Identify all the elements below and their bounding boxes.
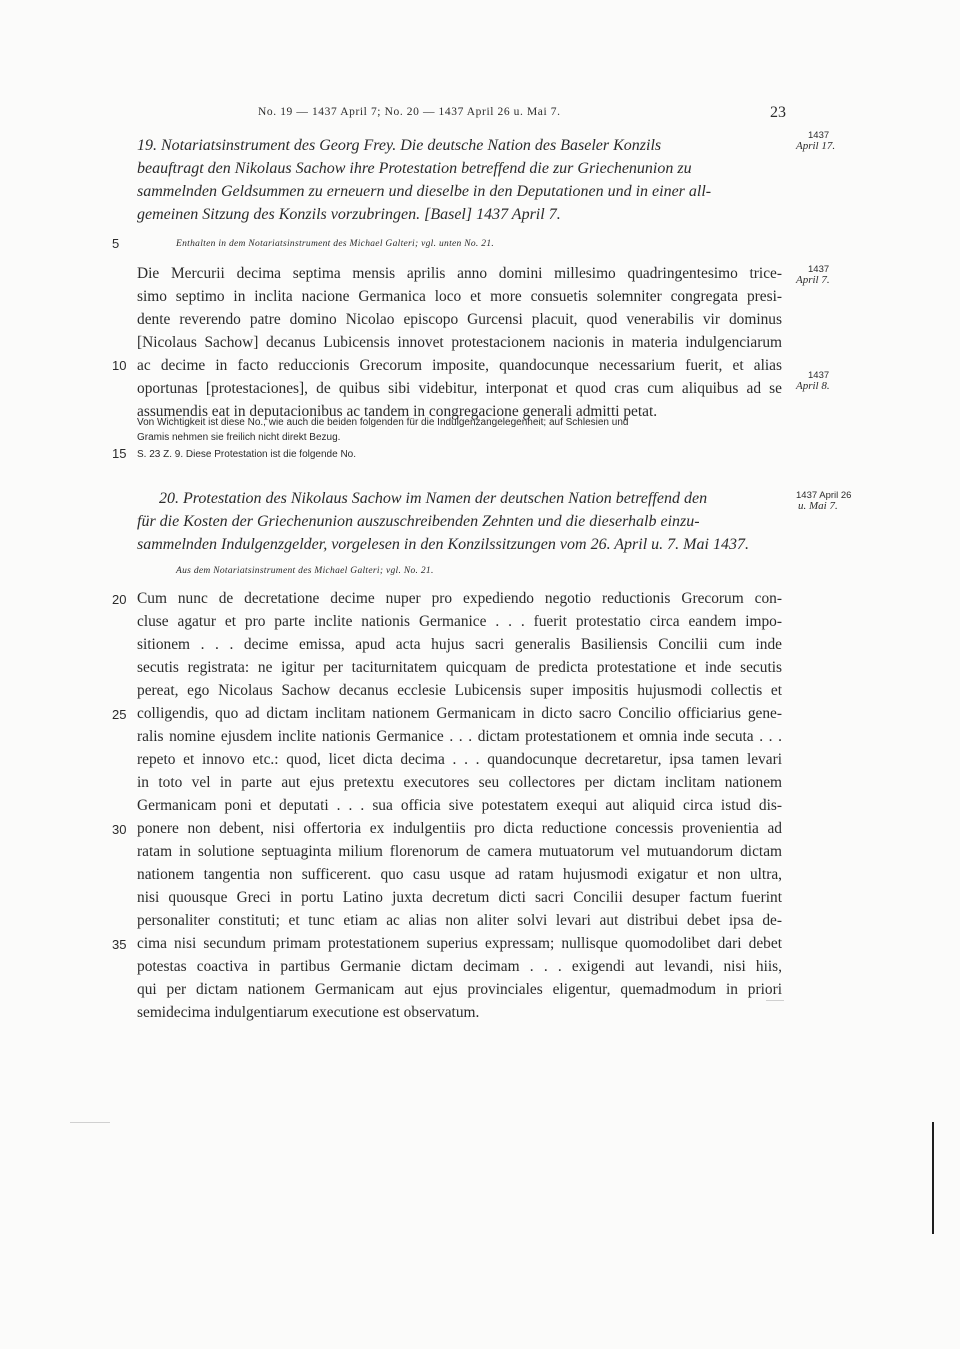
doc20-body-line: pereat, ego Nicolaus Sachow decanus ecclesie Lubicensis super impositis hujusmodi collectis et <box>137 682 782 699</box>
running-title: No. 19 — 1437 April 7; No. 20 — 1437 April 26 u. Mai 7. <box>258 106 561 118</box>
doc20-title-line: sammelnden Indulgenzgelder, vorgelesen in den Konzilssitzungen vom 26. April u. 7. Mai 1437. <box>137 536 749 553</box>
line-number: 5 <box>112 236 120 251</box>
doc20-body-line: Germanicam poni et deputati . . . sua officia sive potestatem exequi aut aliquid circa istud dis- <box>137 797 782 814</box>
doc20-body-line: secutis registrata: ne igitur per taciturnitatem quicquam de predicta protestatione et inde secutis <box>137 659 782 676</box>
doc20-body-line: ponere non debent, nisi offertoria ex indulgentiis pro dicta reductione concessis provenientia ad <box>137 820 782 837</box>
doc19-body-line: Die Mercurii decima septima mensis aprilis anno domini millesimo quadringentesimo trice- <box>137 265 782 282</box>
doc20-body-line: repeto et innovo etc.: quod, licet dicta decima . . . quandocunque decretaretur, ipsa tamen levari <box>137 751 782 768</box>
line-number: 10 <box>112 358 127 373</box>
margin-year: 1437 <box>808 370 830 381</box>
doc19-body-line: [Nicolaus Sachow] decanus Lubicensis innovet protestacionem nacionis in materia indulgenciarum <box>137 334 782 351</box>
margin-day: April 7. <box>796 274 830 286</box>
doc20-body-line: qui per dictam nationem Germanicam aut ejus provinciales eligentur, quemadmodum in priori <box>137 981 782 998</box>
doc19-body-line: ac decime in facto reduccionis Grecorum imposite, quandocunque necessarium fuerit, et alias <box>137 357 782 374</box>
line-number: 15 <box>112 446 127 461</box>
doc20-title-line: 20. Protestation des Nikolaus Sachow im Namen der deutschen Nation betreffend den <box>159 490 708 507</box>
margin-year: 1437 April 26 <box>796 490 852 501</box>
doc20-source-note: Aus dem Notariatsinstrument des Michael Galteri; vgl. No. 21. <box>176 566 434 576</box>
doc20-margin-date <box>796 490 851 512</box>
scan-mark <box>70 1122 110 1123</box>
doc20-body-line: cluse agatur et pro parte inclite nationis Germanice . . . fuerit protestatio circa eandem impo- <box>137 613 782 630</box>
doc20-title-line: für die Kosten der Griechenunion auszuschreibenden Zehnten und die dieserhalb einzu- <box>137 513 700 530</box>
doc20-body-line: ralis nomine ejusdem inclite nationis Germanice . . . dictam protestationem et omnia inde secuta . . . <box>137 728 782 745</box>
line-number: 20 <box>112 592 127 607</box>
footnote-line: Gramis nehmen sie freilich nicht direkt Bezug. <box>137 432 341 443</box>
doc20-body-line: Cum nunc de decretatione decime nuper pro expediendo negotio reductionis Grecorum con- <box>137 590 782 607</box>
doc19-margin-date-2 <box>796 264 830 286</box>
margin-year: 1437 <box>808 264 830 275</box>
doc20-body-line: semidecima indulgentiarum executione est observatum. <box>137 1004 480 1021</box>
doc20-body-line: colligendis, quo ad dictam inclitam nationem Germanicam in dicto sacro Concilio officiarius gene- <box>137 705 782 722</box>
doc19-body-line: oportunas [protestaciones], de quibus sibi videbitur, interponat et quod cras cum aliquibus ad se <box>137 380 782 397</box>
margin-year: 1437 <box>808 130 830 141</box>
doc20-body-line: nationem tangentia non sufficerent. quo casu usque ad ratam hujusmodi exigatur et non ultra, <box>137 866 782 883</box>
doc19-title-line: 19. Notariatsinstrument des Georg Frey. Die deutsche Nation des Baseler Konzils <box>137 137 662 154</box>
doc19-margin-date-3 <box>796 370 830 392</box>
doc19-title-line: sammelnden Geldsummen zu erneuern und dieselbe in den Deputationen und in einer all- <box>137 183 712 200</box>
line-number: 25 <box>112 707 127 722</box>
doc19-title <box>137 134 789 226</box>
page-number: 23 <box>770 104 786 121</box>
doc19-title-line: beauftragt den Nikolaus Sachow ihre Protestation betreffend die zur Griechenunion zu <box>137 160 692 177</box>
margin-day: u. Mai 7. <box>798 500 838 512</box>
line-number: 30 <box>112 822 127 837</box>
margin-day: April 8. <box>796 380 830 392</box>
doc19-source-note: Enthalten in dem Notariatsinstrument des Michael Galteri; vgl. unten No. 21. <box>176 239 495 249</box>
doc20-body-line: nisi quousque Greci in portu Latino juxta decretum dicti sacri Concilii desuper factum fuerint <box>137 889 782 906</box>
footnote-line: Von Wichtigkeit ist diese No., wie auch die beiden folgenden für die Indulgenzangelegenheit; auf Schlesien und <box>137 417 629 428</box>
doc20-body-line: sitionem . . . decime emissa, apud acta hujus sacri generalis Basiliensis Concilii cum inde <box>137 636 782 653</box>
doc19-body-line: dente reverendo patre domino Nicolao episcopo Gurcensi placuit, quod venerabilis vir dominus <box>137 311 782 328</box>
doc19-body-line: simo septimo in inclita nacione Germanica loco et more consuetis solemniter congregata presi- <box>137 288 782 305</box>
doc19-margin-date-1 <box>796 130 835 152</box>
doc20-body-line: ratam in solutione septuaginta milium florenorum de camera mutuatorum vel mutuandorum dictam <box>137 843 782 860</box>
margin-day: April 17. <box>796 140 836 152</box>
doc20-body-line: cima nisi secundum primam protestationem superius expressam; nullisque quomodolibet dari debet <box>137 935 782 952</box>
line-number: 35 <box>112 937 127 952</box>
doc20-body-line: in toto vel in parte aut ejus pretextu executores seu collectores per dictam inclitam nationem <box>137 774 782 791</box>
doc19-body-line: assumendis eat in deputacionibus ac tandem in congregacione generali admitti petat. <box>137 403 658 420</box>
scan-edge-mark <box>932 1122 934 1234</box>
doc20-title <box>137 487 787 556</box>
doc19-title-line: gemeinen Sitzung des Konzils vorzubringen. [Basel] 1437 April 7. <box>137 206 561 223</box>
scan-mark <box>766 1000 784 1001</box>
doc20-body-line: potestas coactiva in partibus Germanie dictam decimam . . . exigendi aut levandi, nisi hiis, <box>137 958 782 975</box>
footnote-line: S. 23 Z. 9. Diese Protestation ist die folgende No. <box>137 449 357 460</box>
doc20-body-line: personaliter constituti; et tunc etiam ac alias non aliter solvi levari aut distribui debet ipsa de- <box>137 912 782 929</box>
